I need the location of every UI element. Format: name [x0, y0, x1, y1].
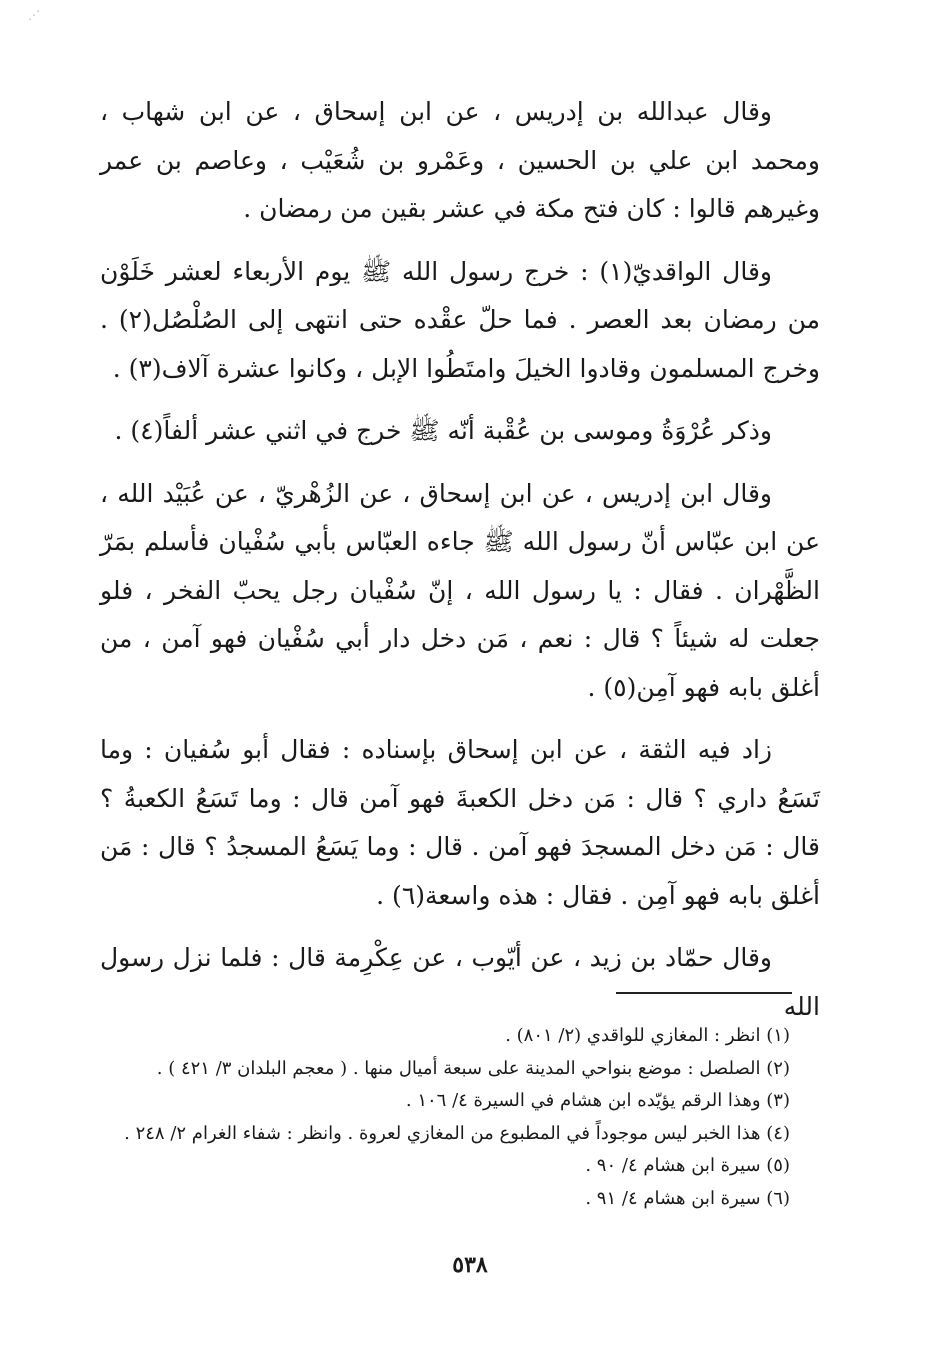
paragraph: وقال الواقديّ(١) : خرج رسول الله ﷺ يوم الأربعاء لعشر خَلَوْن من رمضان بعد العصر . فما حلّ عقْده حتى انتهى إلى الصُلْصُل(٢) . وخرج المسلمون وقادوا الخيلَ وامتَطُوا الإبل ، وكانوا عشرة آلاف(٣) . — [100, 256, 820, 383]
footnote: (٦) سيرة ابن هشام ٤/ ٩١ . — [585, 1187, 790, 1209]
paragraph: وذكر عُرْوَةُ وموسى بن عُقْبة أنّه ﷺ خرج في اثني عشر ألفاً(٤) . — [114, 416, 772, 445]
footnote: (٣) وهذا الرقم يؤيّده ابن هشام في السيرة ٤/ ١٠٦ . — [405, 1090, 790, 1111]
paragraph: زاد فيه الثقة ، عن ابن إسحاق بإسناده : فقال أبو سُفيان : وما تَسَعُ داري ؟ قال : مَن دخل الكعبةَ فهو آمن قال : وما تَسَعُ الكعبةُ ؟ قال : مَن دخل المسجدَ فهو آمن . قال : وما يَسَعُ المسجدُ ؟ قال : مَن أغلق بابه فهو آمِن . فقال : هذه واسعة(٦) . — [100, 735, 820, 910]
footnote: (٤) هذا الخبر ليس موجوداً في المطبوع من المغازي لعروة . وانظر : شفاء الغرام ٢/ ٢٤٨ . — [124, 1122, 790, 1144]
paragraph: وقال حمّاد بن زيد ، عن أيّوب ، عن عِكْرِمة قال : فلما نزل رسول الله — [100, 943, 820, 1021]
scan-mark: ⋰ — [28, 8, 40, 22]
paragraph: وقال عبدالله بن إدريس ، عن ابن إسحاق ، عن ابن شهاب ، ومحمد ابن علي بن الحسين ، وعَمْرو بن شُعَيْب ، وعاصم بن عمر وغيرهم قالوا : كان فتح مكة في عشر بقين من رمضان . — [100, 97, 820, 223]
main-text — [100, 88, 820, 1045]
footnotes — [120, 1020, 790, 1215]
footnote: (٥) سيرة ابن هشام ٤/ ٩٠ . — [585, 1155, 790, 1176]
paragraph: وقال ابن إدريس ، عن ابن إسحاق ، عن الزُهْريّ ، عن عُبَيْد الله ، عن ابن عبّاس أنّ رسول الله ﷺ جاءه العبّاس بأبي سُفْيان فأسلم بمَرّ الظَّهْران . فقال : يا رسول الله ، إنّ سُفْيان رجل يحبّ الفخر ، فلو جعلت له شيئاً ؟ قال : نعم ، مَن دخل دار أبي سُفْيان فهو آمن ، من أغلق بابه فهو آمِن(٥) . — [100, 478, 820, 702]
footnote: (١) انظر : المغازي للواقدي (٢/ ٨٠١) . — [505, 1025, 790, 1046]
page-number: ٥٣٨ — [452, 1252, 488, 1278]
footnote-separator — [616, 992, 792, 994]
footnote: (٢) الصلصل : موضع بنواحي المدينة على سبعة أميال منها . ( معجم البلدان ٣/ ٤٢١ ) . — [156, 1057, 790, 1079]
